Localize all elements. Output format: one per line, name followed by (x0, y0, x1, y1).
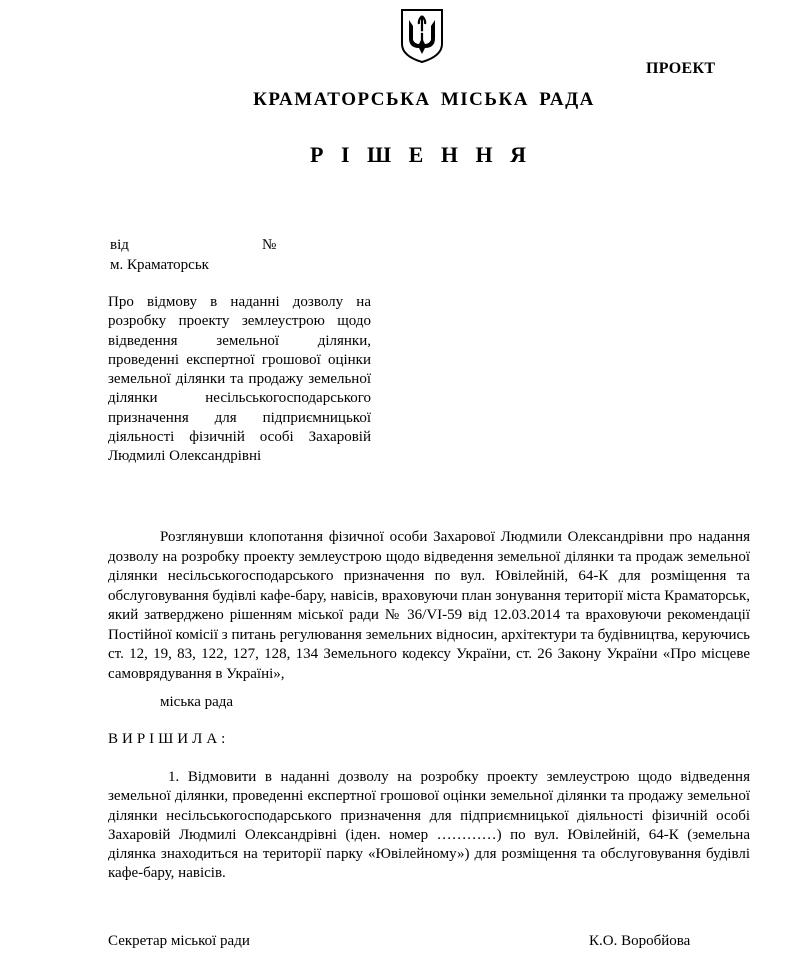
coat-of-arms-icon (400, 8, 444, 64)
council-name: КРАМАТОРСЬКА МІСЬКА РАДА (253, 89, 595, 110)
preamble-paragraph: Розглянувши клопотання фізичної особи Захарової Людмили Олександрівни про надання дозволу на розробку проекту землеустрою щодо відведення земельної ділянки та продаж земельної ділянки несільськогосподарського призначення по вул. Ювілейній, 64-К для розміщення та обслуговування будівлі кафе-бару, навісів, враховуючи план зонування території міста Краматорськ, який затверджено рішенням міської ради № 36/VI-59 від 12.03.2014 та враховуючи рекомендації Постійної комісії з питань регулювання земельних відносин, архітектури та будівництва, керуючись ст. 12, 19, 83, 122, 127, 128, 134 Земельного кодексу України, ст. 26 Закону України «Про місцеве самоврядування в Україні», (108, 529, 750, 682)
council-word: міська рада (160, 694, 234, 710)
decided-heading: ВИРІШИЛА: (108, 731, 230, 747)
signatory-name: К.О. Воробйова (589, 933, 691, 949)
city-label: м. Краматорськ (110, 257, 209, 273)
number-label: № (262, 237, 277, 253)
date-label: від (110, 237, 129, 253)
decision-subject: Про відмову в наданні дозволу на розробку проекту землеустрою щодо відведення земельної ділянки, проведенні експертної грошової оцінки земельної ділянки та продажу земельної ділянки несільськогосподарського призначення для підприємницької діяльності фізичній особі Захаровій Людмилі Олександрівні (108, 294, 371, 465)
signatory-title: Секретар міської ради (108, 933, 250, 949)
decision-item-1: 1. Відмовити в наданні дозволу на розробку проекту землеустрою щодо відведення земельної ділянки, проведенні експертної грошової оцінки земельної ділянки та продажу земельної ділянки несільськогосподарського призначення для підприємницької діяльності фізичній особі Захаровій Людмилі Олександрівні (іден. номер …………) по вул. Ювілейній, 64-К (земельна ділянка знаходиться на території парку «Ювілейному») для розміщення та обслуговування будівлі кафе-бару, навісів. (108, 769, 750, 882)
draft-stamp: ПРОЕКТ (646, 60, 716, 77)
document-title: Р І Ш Е Н Н Я (310, 142, 532, 167)
